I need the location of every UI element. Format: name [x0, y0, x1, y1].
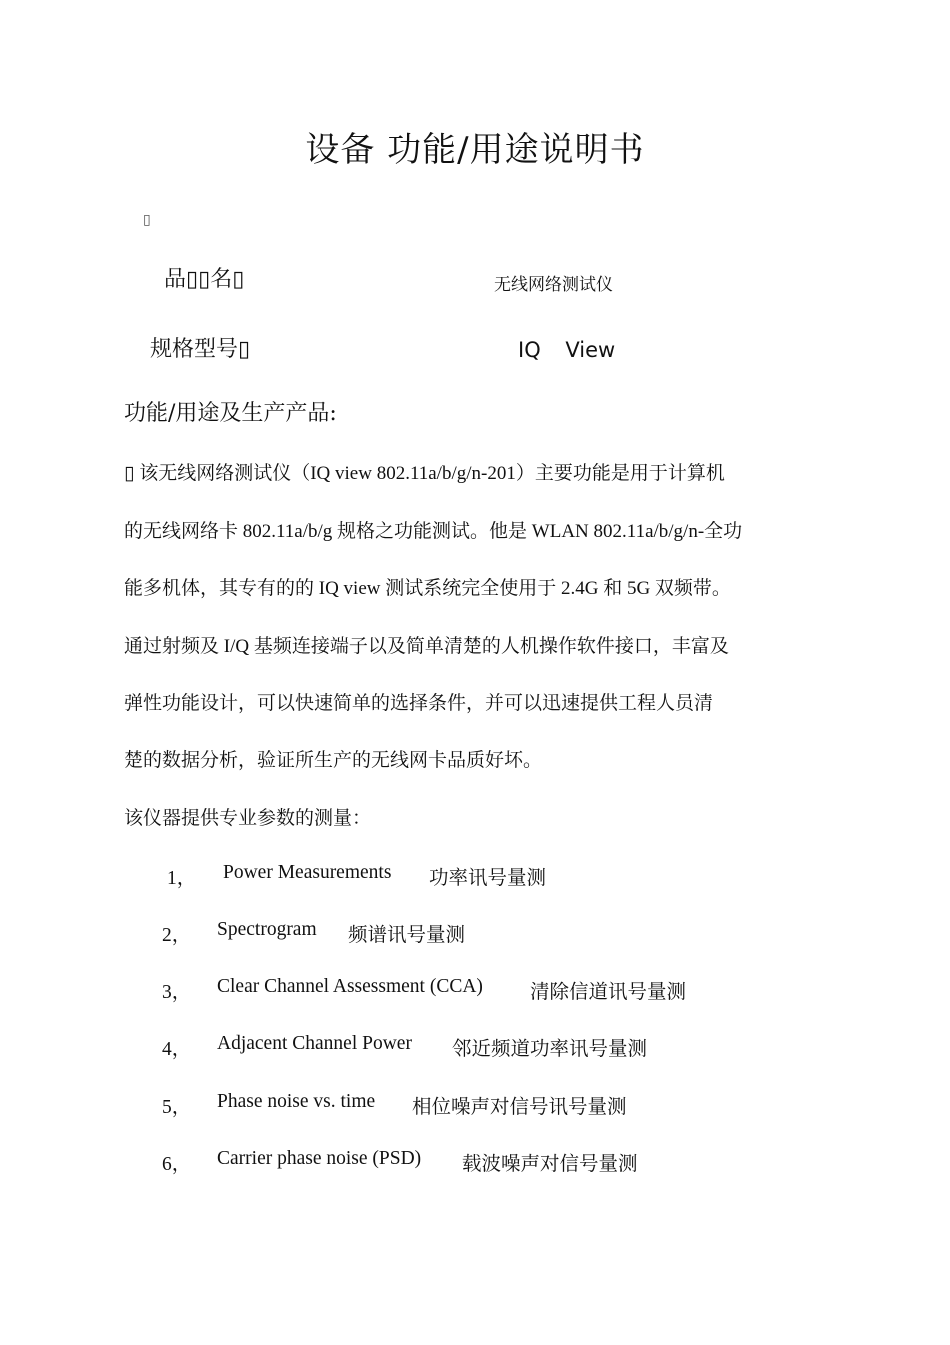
item-chinese: 频谱讯号量测 — [348, 925, 466, 946]
item-english: Clear Channel Assessment (CCA) — [217, 976, 483, 997]
item-english: Adjacent Channel Power — [217, 1033, 412, 1054]
item-number: 3， — [162, 982, 192, 1003]
paragraph-line: 弹性功能设计，可以快速简单的选择条件，并可以迅速提供工程人员清 — [124, 693, 714, 714]
paragraph-line: ▯ 该无线网络测试仪（IQ view 802.11a/b/g/n-201）主要功能是用于计算机 — [124, 463, 725, 484]
item-chinese: 邻近频道功率讯号量测 — [452, 1039, 648, 1060]
item-number: 6， — [162, 1154, 192, 1175]
measurement-item — [0, 976, 950, 1006]
product-name-label: 品▯▯名▯ — [164, 267, 245, 292]
section-heading: 功能/用途及生产产品: — [124, 401, 337, 426]
item-number: 1， — [167, 868, 197, 889]
item-number: 4， — [162, 1039, 192, 1060]
model-label: 规格型号▯ — [150, 337, 251, 362]
item-chinese: 清除信道讯号量测 — [530, 982, 687, 1003]
item-chinese: 功率讯号量测 — [429, 868, 547, 889]
measurement-item — [0, 862, 950, 892]
item-english: Carrier phase noise (PSD) — [217, 1148, 422, 1169]
item-number: 2， — [162, 925, 192, 946]
item-english: Power Measurements — [223, 862, 392, 883]
document-title: 设备 功能/用途说明书 — [305, 130, 645, 170]
item-english: Phase noise vs. time — [217, 1091, 376, 1112]
paragraph-line: 的无线网络卡 802.11a/b/g 规格之功能测试。他是 WLAN 802.11a/b/g/n-全功 — [124, 521, 743, 542]
item-number: 5， — [162, 1097, 192, 1118]
paragraph-line: 楚的数据分析，验证所生产的无线网卡品质好坏。 — [124, 750, 543, 771]
stray-mark: ▯ — [143, 212, 151, 228]
paragraph-line: 能多机体，其专有的的 IQ view 测试系统完全使用于 2.4G 和 5G 双频带。 — [124, 578, 731, 599]
list-heading: 该仪器提供专业参数的测量： — [124, 808, 372, 829]
measurement-item — [0, 1148, 950, 1178]
product-name-value: 无线网络测试仪 — [494, 275, 613, 295]
model-value: IQ View — [518, 338, 616, 362]
item-chinese: 载波噪声对信号量测 — [462, 1154, 638, 1175]
measurement-item — [0, 1091, 950, 1121]
item-chinese: 相位噪声对信号讯号量测 — [412, 1097, 627, 1118]
measurement-item — [0, 1033, 950, 1063]
paragraph-line: 通过射频及 I/Q 基频连接端子以及简单清楚的人机操作软件接口，丰富及 — [124, 636, 729, 657]
measurement-item — [0, 919, 950, 949]
item-english: Spectrogram — [217, 919, 317, 940]
